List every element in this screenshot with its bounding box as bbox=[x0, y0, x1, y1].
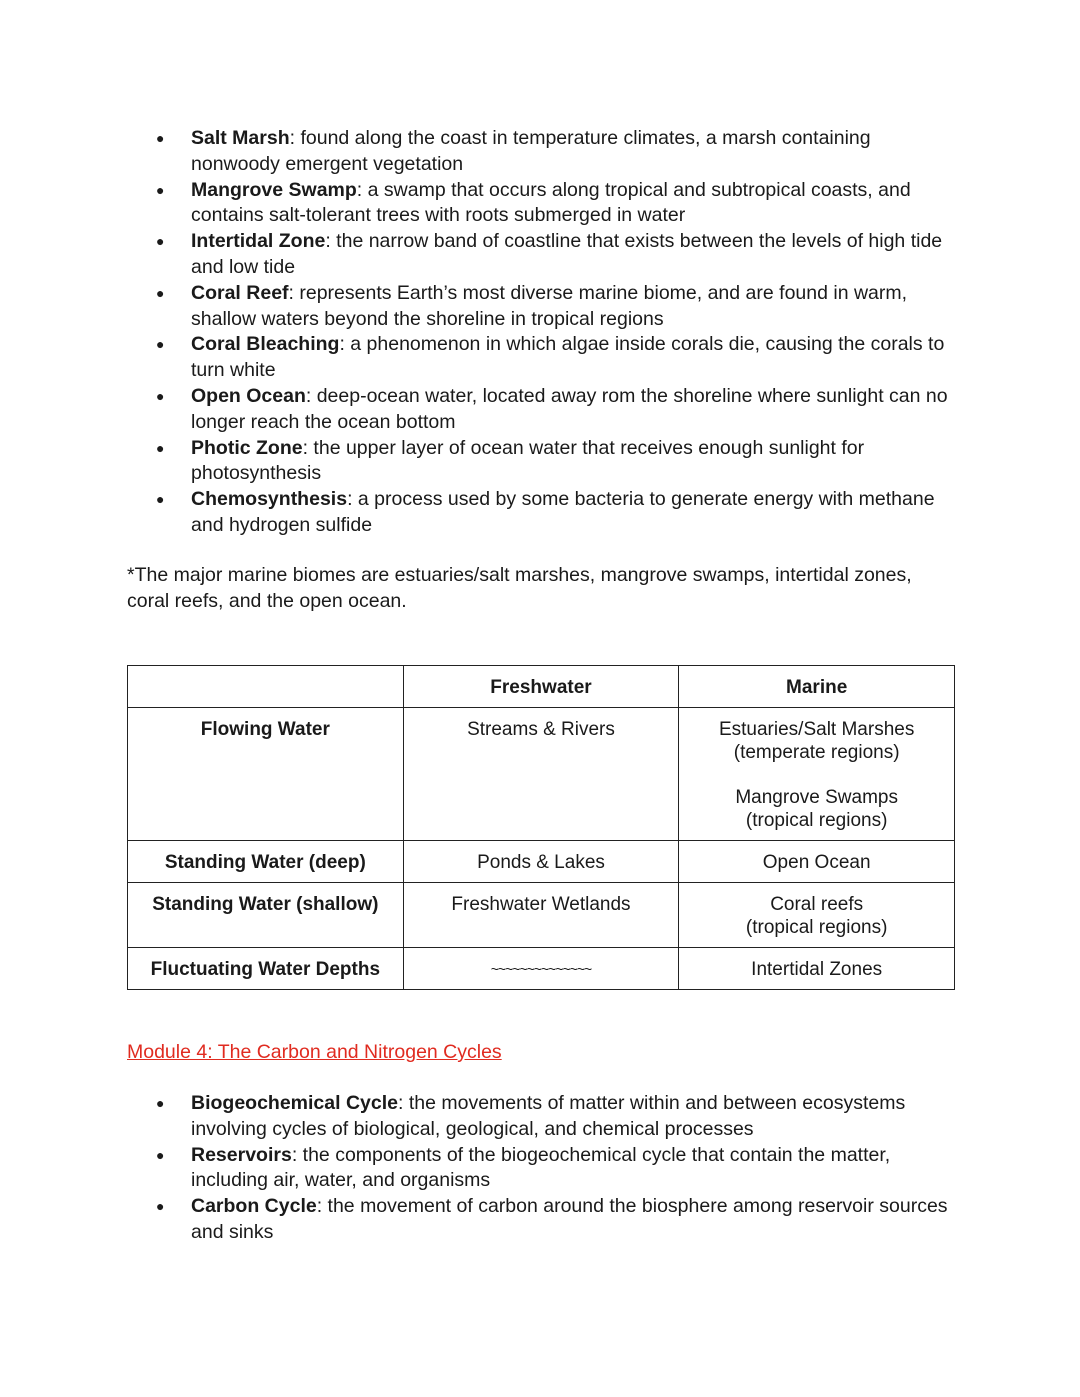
bullet-icon: ● bbox=[156, 1095, 165, 1111]
marine-biomes-note: *The major marine biomes are estuaries/salt marshes, mangrove swamps, intertidal zones, coral reefs, and the open ocean. bbox=[127, 564, 912, 612]
bullet-icon: ● bbox=[156, 181, 165, 198]
definitions-list-marine bbox=[0, 126, 961, 539]
list-item: ● Intertidal Zone: the narrow band of coastline that exists between the levels of high tide and low tide bbox=[156, 230, 943, 278]
row-label: Flowing Water bbox=[128, 708, 404, 841]
list-item: ● Photic Zone: the upper layer of ocean water that receives enough sunlight for photosynthesis bbox=[156, 436, 865, 485]
list-item: ● Carbon Cycle: the movement of carbon around the biosphere among reservoir sources and sinks bbox=[156, 1195, 948, 1243]
list-item: ● Mangrove Swamp: a swamp that occurs along tropical and subtropical coasts, and contains salt-tolerant trees with roots submerged in water bbox=[156, 178, 911, 227]
bullet-icon: ● bbox=[156, 387, 165, 404]
table-header-empty bbox=[128, 666, 404, 708]
row-label: Fluctuating Water Depths bbox=[128, 948, 404, 990]
table-row bbox=[128, 708, 955, 841]
table-header-marine: Marine bbox=[679, 666, 955, 708]
bullet-icon: ● bbox=[156, 336, 165, 353]
bullet-icon: ● bbox=[156, 233, 165, 250]
definitions-list-cycles bbox=[0, 1091, 961, 1246]
list-item: ● Chemosynthesis: a process used by some bacteria to generate energy with methane and hydrogen sulfide bbox=[156, 488, 935, 536]
row-label: Standing Water (shallow) bbox=[128, 883, 404, 948]
freshwater-cell: ~~~~~~~~~~~~~~ bbox=[403, 948, 679, 990]
row-label: Standing Water (deep) bbox=[128, 841, 404, 883]
module-4-heading-link[interactable]: Module 4: The Carbon and Nitrogen Cycles bbox=[127, 1041, 502, 1063]
table-row bbox=[128, 883, 955, 948]
list-item: ● Coral Bleaching: a phenomenon in which algae inside corals die, causing the corals to turn white bbox=[156, 333, 945, 382]
marine-cell: Intertidal Zones bbox=[679, 948, 955, 990]
bullet-icon: ● bbox=[156, 1146, 165, 1163]
table-row bbox=[128, 841, 955, 883]
bullet-icon: ● bbox=[156, 1198, 165, 1215]
table-header-freshwater: Freshwater bbox=[403, 666, 679, 708]
list-item: ● Reservoirs: the components of the biogeochemical cycle that contain the matter, including air, water, and organisms bbox=[156, 1143, 891, 1192]
table-row bbox=[128, 948, 955, 990]
marine-cell: Open Ocean bbox=[679, 841, 955, 883]
marine-cell: Coral reefs (tropical regions) bbox=[679, 883, 955, 948]
bullet-icon: ● bbox=[156, 439, 165, 456]
freshwater-cell: Freshwater Wetlands bbox=[403, 883, 679, 948]
freshwater-cell: Streams & Rivers bbox=[403, 708, 679, 841]
bullet-icon: ● bbox=[156, 130, 165, 146]
list-item: ● Coral Reef: represents Earth’s most diverse marine biome, and are found in warm, shallow waters beyond the shoreline in tropical regions bbox=[156, 281, 908, 330]
bullet-icon: ● bbox=[156, 491, 165, 508]
table-header-row bbox=[128, 666, 955, 708]
marine-cell: Estuaries/Salt Marshes (temperate regions) Mangrove Swamps (tropical regions) bbox=[679, 708, 955, 841]
list-item: ● Salt Marsh: found along the coast in temperature climates, a marsh containing nonwoody emergent vegetation bbox=[156, 127, 871, 175]
bullet-icon: ● bbox=[156, 284, 165, 301]
list-item: ● Open Ocean: deep-ocean water, located away rom the shoreline where sunlight can no longer reach the ocean bottom bbox=[156, 384, 948, 433]
freshwater-cell: Ponds & Lakes bbox=[403, 841, 679, 883]
biomes-table bbox=[127, 665, 955, 990]
list-item: ● Biogeochemical Cycle: the movements of matter within and between ecosystems involving cycles of biological, geological, and chemical processes bbox=[156, 1092, 906, 1140]
